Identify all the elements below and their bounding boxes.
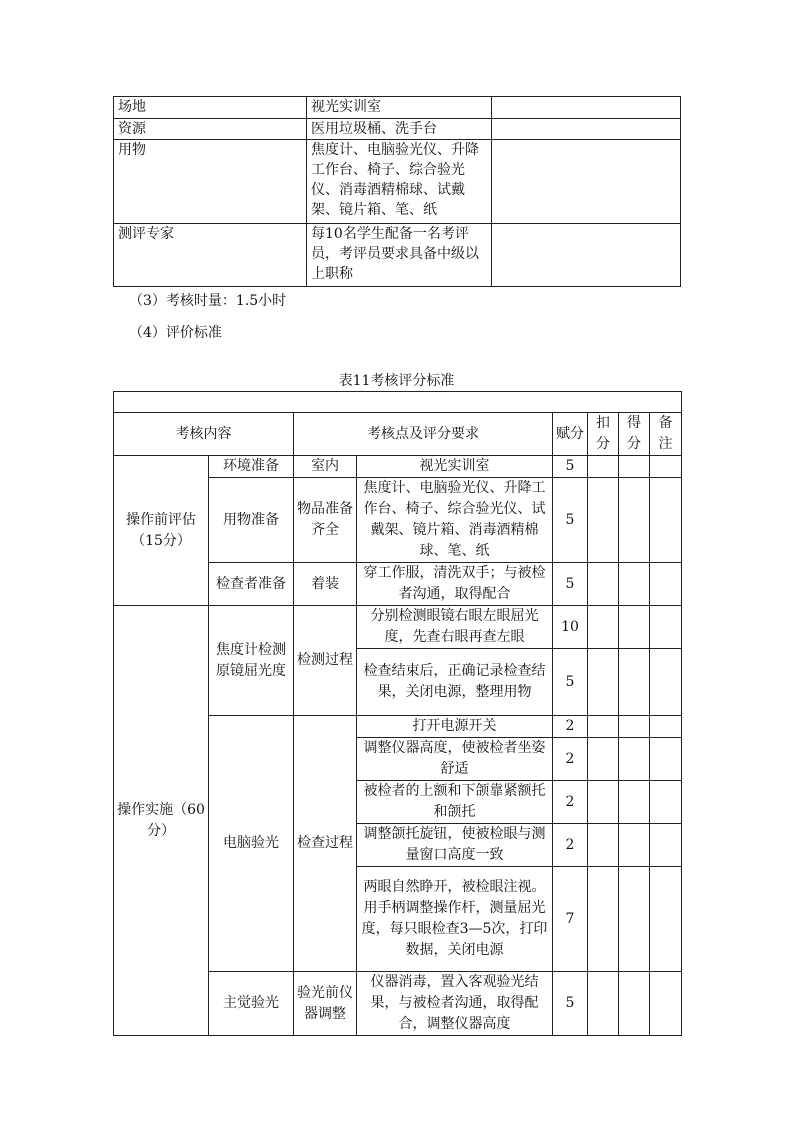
table-row [114, 606, 682, 649]
requirement: 检查结束后，正确记录检查结果，关闭电源，整理用物 [357, 649, 553, 716]
row-extra [492, 224, 681, 287]
score: 5 [553, 456, 588, 478]
section-impl-title: 操作实施（60分） [114, 606, 209, 1036]
header-points: 考核点及评分要求 [294, 413, 553, 456]
score: 2 [553, 781, 588, 824]
header-note: 备注 [650, 413, 682, 456]
resource-table [113, 96, 681, 287]
requirement: 焦度计、电脑验光仪、升降工作台、椅子、综合验光仪、试戴架、镜片箱、消毒酒精棉球、笔、纸 [357, 478, 553, 563]
row-value: 视光实训室 [307, 97, 492, 119]
header-score: 赋分 [553, 413, 588, 456]
exam-duration: （3）考核时量：1.5小时 [129, 293, 287, 309]
sub-item: 检查过程 [294, 716, 357, 972]
requirement: 被检者的上额和下颌靠紧额托和颌托 [357, 781, 553, 824]
requirement: 视光实训室 [357, 456, 553, 478]
score: 10 [553, 606, 588, 649]
requirement: 打开电源开关 [357, 716, 553, 738]
item: 检查者准备 [209, 563, 294, 606]
table-header [114, 413, 682, 456]
sub-item: 检测过程 [294, 606, 357, 716]
sub-item: 着装 [294, 563, 357, 606]
table-row [114, 97, 681, 119]
requirement: 穿工作服，清洗双手；与被检者沟通，取得配合 [357, 563, 553, 606]
item: 用物准备 [209, 478, 294, 563]
header-got: 得分 [619, 413, 650, 456]
score: 7 [553, 867, 588, 972]
table-row [114, 456, 682, 478]
sub-item: 验光前仪器调整 [294, 972, 357, 1036]
requirement: 调整颌托旋钮，使被检眼与测量窗口高度一致 [357, 824, 553, 867]
section-pre-title: 操作前评估（15分） [114, 456, 209, 606]
requirement: 仪器消毒，置入客观验光结果，与被检者沟通，取得配合，调整仪器高度 [357, 972, 553, 1036]
requirement: 分别检测眼镜右眼左眼屈光度，先查右眼再查左眼 [357, 606, 553, 649]
table-blank-row [114, 392, 682, 413]
row-extra [492, 119, 681, 140]
requirement: 两眼自然睁开，被检眼注视。用手柄调整操作杆，测量屈光度，每只眼检查3—5次，打印数据，关闭电源 [357, 867, 553, 972]
header-content: 考核内容 [114, 413, 294, 456]
table-row [114, 140, 681, 224]
row-label: 测评专家 [114, 224, 307, 287]
score: 5 [553, 563, 588, 606]
row-value: 焦度计、电脑验光仪、升降工作台、椅子、综合验光仪、消毒酒精棉球、试戴架、镜片箱、笔、纸 [307, 140, 492, 224]
item: 电脑验光 [209, 716, 294, 972]
score: 5 [553, 478, 588, 563]
evaluation-standard-heading: （4）评价标准 [129, 325, 222, 341]
score: 2 [553, 738, 588, 781]
row-extra [492, 140, 681, 224]
sub-item: 物品准备齐全 [294, 478, 357, 563]
item: 焦度计检测原镜屈光度 [209, 606, 294, 716]
sub-item: 室内 [294, 456, 357, 478]
scoring-table [113, 391, 682, 1036]
row-label: 用物 [114, 140, 307, 224]
row-extra [492, 97, 681, 119]
score: 2 [553, 716, 588, 738]
row-value: 医用垃圾桶、洗手台 [307, 119, 492, 140]
requirement: 调整仪器高度，使被检者坐姿舒适 [357, 738, 553, 781]
table-caption: 表11考核评分标准 [338, 373, 455, 389]
row-label: 资源 [114, 119, 307, 140]
row-value: 每10名学生配备一名考评员，考评员要求具备中级以上职称 [307, 224, 492, 287]
header-deduct: 扣分 [588, 413, 619, 456]
score: 5 [553, 649, 588, 716]
item: 环境准备 [209, 456, 294, 478]
item: 主觉验光 [209, 972, 294, 1036]
score: 5 [553, 972, 588, 1036]
row-label: 场地 [114, 97, 307, 119]
table-row [114, 119, 681, 140]
table-row [114, 224, 681, 287]
score: 2 [553, 824, 588, 867]
